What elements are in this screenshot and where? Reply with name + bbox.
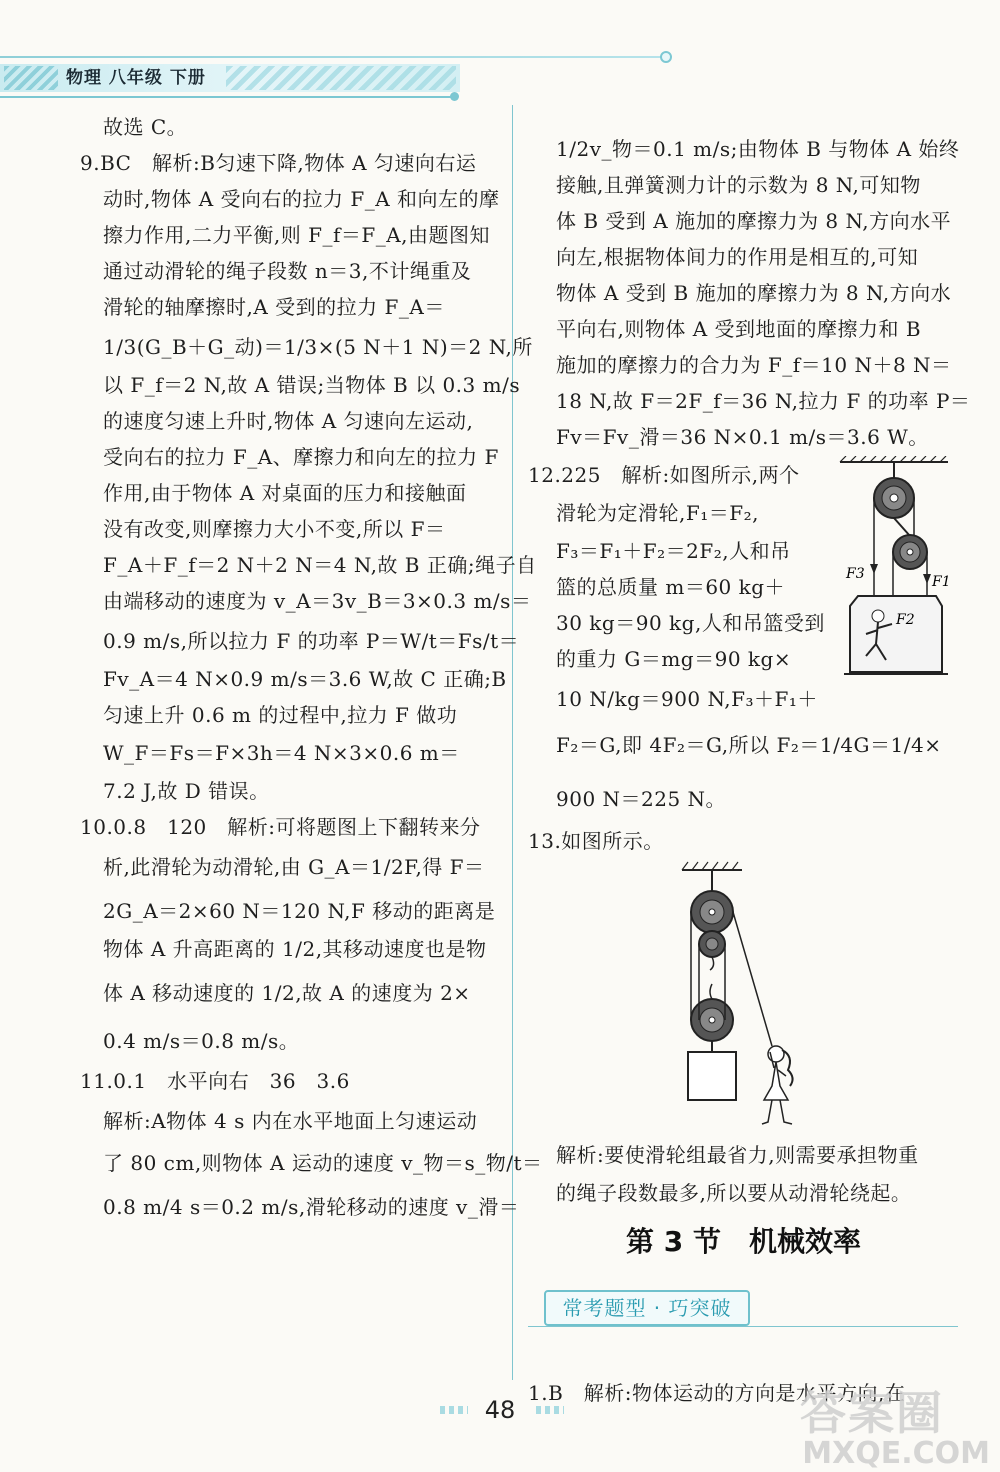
left-column-line-11: 作用,由于物体 A 对桌面的压力和接触面: [103, 481, 467, 505]
left-column-line-10: 受向右的拉力 F_A、摩擦力和向左的拉力 F: [103, 445, 499, 469]
pulley-basket-figure: [836, 456, 956, 686]
right-column-line-19: 13.如图所示。: [528, 829, 664, 853]
right-column-line-8: 18 N,故 F＝2F_f＝36 N,拉力 F 的功率 P＝: [556, 389, 971, 413]
left-column-line-5: 通过动滑轮的绳子段数 n＝3,不计绳重及: [103, 259, 472, 283]
right-column-line-11: 滑轮为定滑轮,F₁＝F₂,: [556, 501, 760, 525]
left-column-line-14: 由端移动的速度为 v_A＝3v_B＝3×0.3 m/s＝: [103, 589, 532, 613]
left-column-line-28: 了 80 cm,则物体 A 运动的速度 v_物＝s_物/t＝: [103, 1151, 543, 1175]
header-ornament-dot: [660, 51, 672, 63]
left-column-line-20: 10.0.8 120 解析:可将题图上下翻转来分: [80, 815, 481, 839]
page-header: [0, 0, 1000, 100]
header-underline: [0, 96, 456, 98]
left-column-line-12: 没有改变,则摩擦力大小不变,所以 F＝: [103, 517, 446, 541]
right-column-line-7: 施加的摩擦力的合力为 F_f＝10 N＋8 N＝: [556, 353, 952, 377]
right-column-line-9: Fv＝Fv_滑＝36 N×0.1 m/s＝3.6 W。: [556, 425, 929, 449]
right-column-line-13: 篮的总质量 m＝60 kg＋: [556, 575, 786, 599]
right-column-line-18: 900 N＝225 N。: [556, 787, 727, 811]
left-column-line-26: 11.0.1 水平向右 36 3.6: [80, 1069, 350, 1093]
header-title: 物理 八年级 下册: [66, 68, 206, 88]
left-column-line-9: 的速度匀速上升时,物体 A 匀速向左运动,: [103, 409, 474, 433]
left-column-line-19: 7.2 J,故 D 错误。: [103, 779, 270, 803]
right-column-line-21: 的绳子段数最多,所以要从动滑轮绕起。: [556, 1181, 912, 1205]
fig12-label-f2: F2: [896, 612, 915, 628]
left-column-line-4: 擦力作用,二力平衡,则 F_f＝F_A,由题图知: [103, 223, 491, 247]
pulley-system-figure: [676, 856, 816, 1138]
fig12-label-f3: F3: [846, 566, 865, 582]
right-column-line-1: 1/2v_物＝0.1 m/s;由物体 B 与物体 A 始终: [556, 137, 960, 161]
right-column-line-6: 平向右,则物体 A 受到地面的摩擦力和 B: [556, 317, 922, 341]
left-column-line-25: 0.4 m/s＝0.8 m/s。: [103, 1029, 300, 1053]
watermark-logo: [800, 1386, 990, 1471]
right-column-line-10: 12.225 解析:如图所示,两个: [528, 463, 800, 487]
header-underline-dot: [450, 92, 459, 101]
page-number: 48: [484, 1396, 516, 1424]
left-column-line-2: 9.BC 解析:B匀速下降,物体 A 匀速向右运: [80, 151, 477, 175]
right-column-line-2: 接触,且弹簧测力计的示数为 8 N,可知物: [556, 173, 921, 197]
section-tag: [544, 1290, 750, 1326]
section-tag-label: 常考题型 · 巧突破: [562, 1296, 732, 1320]
left-column-line-18: W_F＝Fs＝F×3h＝4 N×3×0.6 m＝: [103, 741, 460, 765]
right-column-line-20: 解析:要使滑轮组最省力,则需要承担物重: [556, 1143, 919, 1167]
header-stripes-left: [4, 66, 58, 90]
right-column-line-12: F₃＝F₁＋F₂＝2F₂,人和吊: [556, 539, 791, 563]
left-column-line-21: 析,此滑轮为动滑轮,由 G_A＝1/2F,得 F＝: [103, 855, 485, 879]
left-column-line-6: 滑轮的轴摩擦时,A 受到的拉力 F_A＝: [103, 295, 445, 319]
watermark-line-2: MXQE.COM: [802, 1436, 990, 1471]
right-column-line-14: 30 kg＝90 kg,人和吊篮受到: [556, 611, 825, 635]
right-column-line-4: 向左,根据物体间力的作用是相互的,可知: [556, 245, 919, 269]
left-column-line-7: 1/3(G_B＋G_动)＝1/3×(5 N＋1 N)＝2 N,所: [103, 335, 533, 359]
left-column-line-27: 解析:A物体 4 s 内在水平地面上匀速运动: [103, 1109, 478, 1133]
section-title: 第 3 节 机械效率: [626, 1225, 861, 1258]
left-column-line-1: 故选 C。: [103, 115, 188, 139]
right-column-line-17: F₂＝G,即 4F₂＝G,所以 F₂＝1/4G＝1/4×: [556, 733, 942, 757]
left-column-line-3: 动时,物体 A 受向右的拉力 F_A 和向左的摩: [103, 187, 500, 211]
left-column-line-8: 以 F_f＝2 N,故 A 错误;当物体 B 以 0.3 m/s: [103, 373, 521, 397]
left-column-line-16: Fv_A＝4 N×0.9 m/s＝3.6 W,故 C 正确;B: [103, 667, 507, 691]
page-ornament-right: [536, 1406, 564, 1414]
right-column-line-5: 物体 A 受到 B 施加的摩擦力为 8 N,方向水: [556, 281, 952, 305]
left-column-line-13: F_A＋F_f＝2 N＋2 N＝4 N,故 B 正确;绳子自: [103, 553, 537, 577]
left-column-line-17: 匀速上升 0.6 m 的过程中,拉力 F 做功: [103, 703, 458, 727]
left-column-line-29: 0.8 m/4 s＝0.2 m/s,滑轮移动的速度 v_滑＝: [103, 1195, 520, 1219]
right-column-line-15: 的重力 G＝mg＝90 kg×: [556, 647, 792, 671]
answer-line-1: 1.B 解析:物体运动的方向是水平方向,在: [528, 1381, 906, 1405]
page-ornament-left: [440, 1406, 468, 1414]
left-column-line-22: 2G_A＝2×60 N＝120 N,F 移动的距离是: [103, 899, 496, 923]
column-divider: [512, 105, 513, 1380]
header-rule: [0, 56, 670, 58]
header-stripes-right: [226, 66, 456, 90]
left-column-line-15: 0.9 m/s,所以拉力 F 的功率 P＝W/t＝Fs/t＝: [103, 629, 520, 653]
left-column-line-23: 物体 A 升高距离的 1/2,其移动速度也是物: [103, 937, 487, 961]
left-column-line-24: 体 A 移动速度的 1/2,故 A 的速度为 2×: [103, 981, 471, 1005]
fig12-label-f1: F1: [932, 574, 951, 590]
watermark-line-1: 答案圈: [800, 1386, 944, 1440]
right-column-line-16: 10 N/kg＝900 N,F₃＋F₁＋: [556, 687, 818, 711]
right-column-line-3: 体 B 受到 A 施加的摩擦力为 8 N,方向水平: [556, 209, 952, 233]
tag-rule: [528, 1326, 958, 1327]
